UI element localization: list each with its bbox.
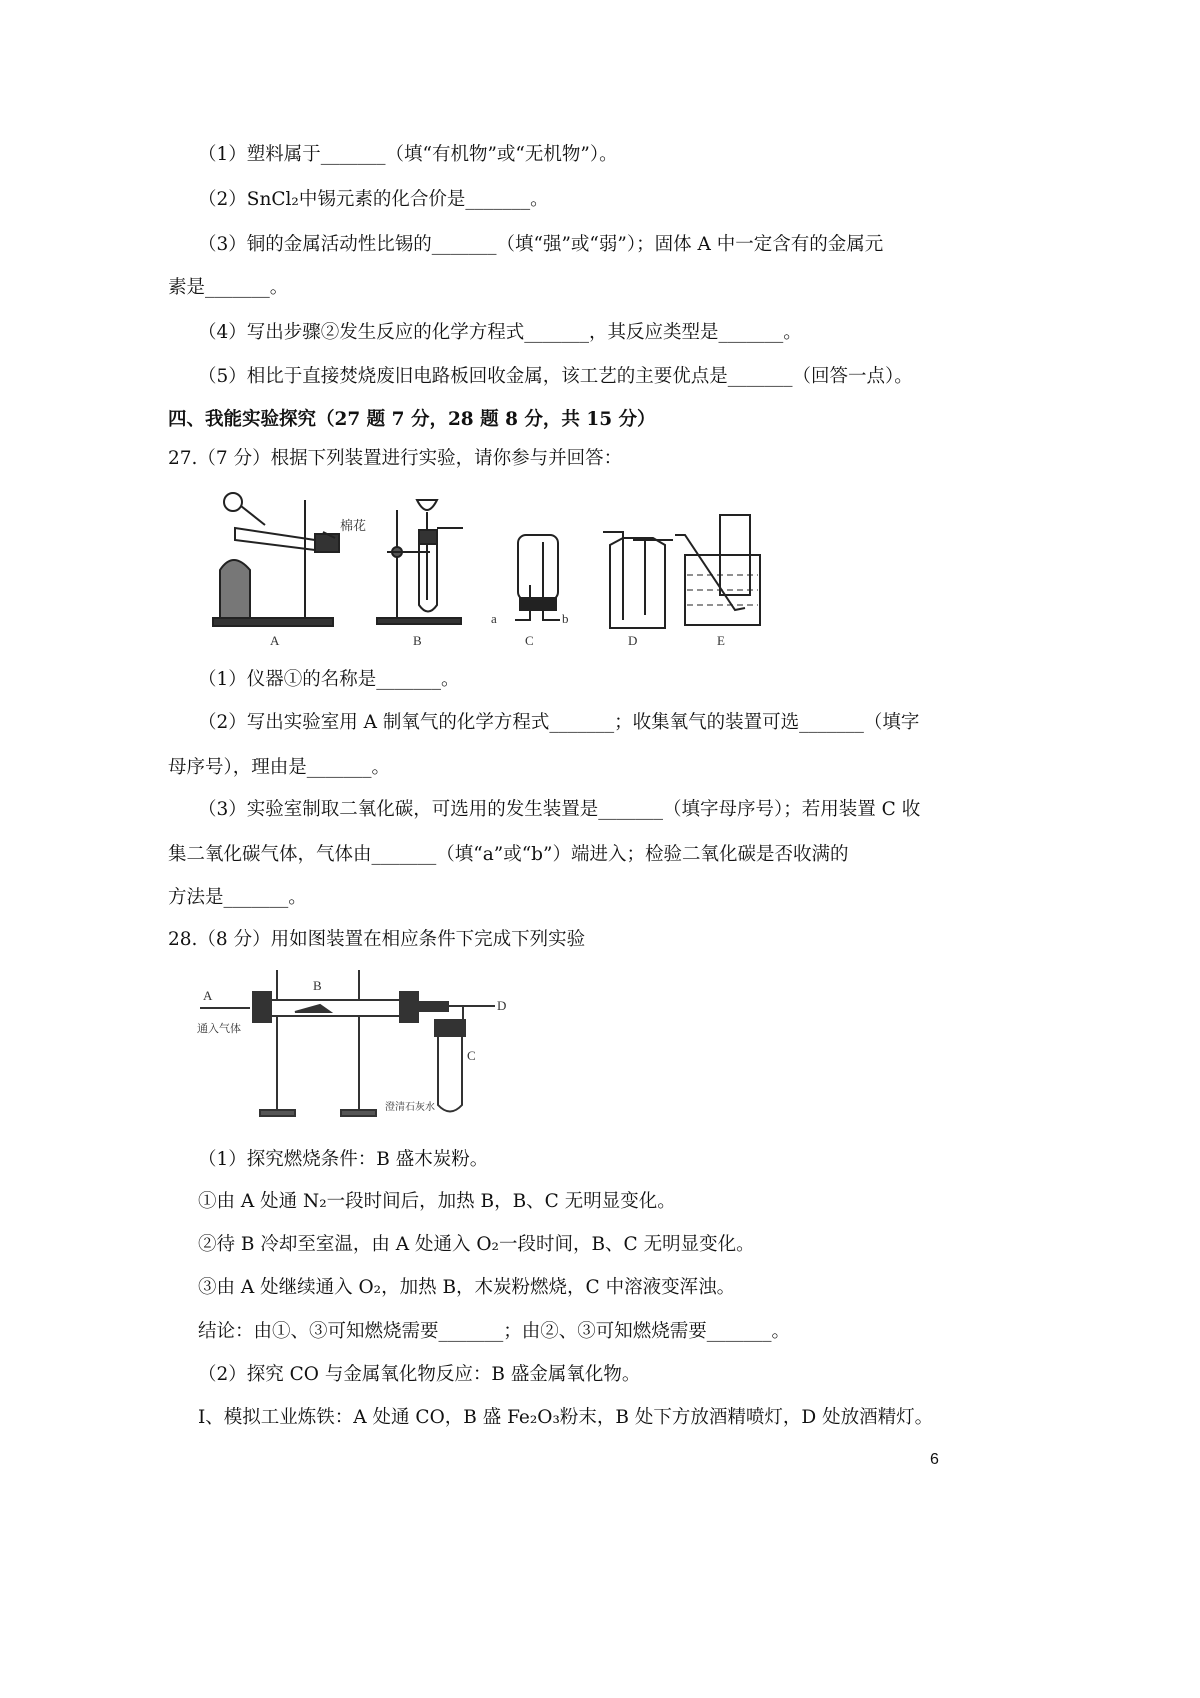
label-b: B [413, 633, 422, 648]
q27-3b: 集二氧化碳气体，气体由_______（填“a”或“b”）端进入；检验二氧化碳是否收满的 [168, 844, 849, 865]
label-c: C [467, 1048, 476, 1063]
q27-2b: 母序号），理由是_______。 [168, 757, 391, 778]
label-d: D [497, 998, 507, 1013]
q28-2-i: I、模拟工业炼铁：A 处通 CO，B 盛 Fe₂O₃粉末，B 处下方放酒精喷灯，D 处放酒精灯。 [198, 1407, 934, 1428]
label-a: A [203, 988, 213, 1003]
q27-stem: 27.（7 分）根据下列装置进行实验，请你参与并回答： [168, 448, 623, 469]
figure-27-apparatus [205, 490, 765, 650]
q28-2: （2）探究 CO 与金属氧化物反应：B 盛金属氧化物。 [198, 1364, 641, 1385]
q26-1: （1）塑料属于_______（填“有机物”或“无机物”）。 [198, 144, 618, 165]
q28-1c: ③由 A 处继续通入 O₂，加热 B，木炭粉燃烧，C 中溶液变浑浊。 [198, 1277, 736, 1298]
q28-stem: 28.（8 分）用如图装置在相应条件下完成下列实验 [168, 929, 586, 950]
q26-2: （2）SnCl₂中锡元素的化合价是_______。 [198, 189, 549, 210]
q26-3b: 素是_______。 [168, 277, 289, 298]
label-d: D [628, 633, 638, 648]
gas-in-label: 通入气体 [197, 1023, 241, 1035]
page-number: 6 [930, 1451, 939, 1468]
q28-1: （1）探究燃烧条件：B 盛木炭粉。 [198, 1149, 489, 1170]
label-e: E [717, 633, 725, 648]
label-b: B [313, 978, 322, 993]
q26-4: （4）写出步骤②发生反应的化学方程式_______，其反应类型是_______。 [198, 322, 802, 343]
label-c: C [525, 633, 534, 648]
q26-3a: （3）铜的金属活动性比锡的_______（填“强”或“弱”）；固体 A 中一定含有的金属元 [198, 234, 884, 255]
q28-1b: ②待 B 冷却至室温，由 A 处通入 O₂一段时间，B、C 无明显变化。 [198, 1234, 755, 1255]
port-a: a [491, 611, 497, 626]
cotton-label: 棉花 [340, 518, 367, 533]
q27-3c: 方法是_______。 [168, 887, 307, 908]
q27-2a: （2）写出实验室用 A 制氧气的化学方程式_______；收集氧气的装置可选_______（填字 [198, 712, 920, 733]
q26-5: （5）相比于直接焚烧废旧电路板回收金属，该工艺的主要优点是_______（回答一点）。 [198, 366, 913, 387]
q27-1: （1）仪器①的名称是_______。 [198, 669, 460, 690]
section-heading: 四、我能实验探究（27 题 7 分，28 题 8 分，共 15 分） [168, 409, 656, 430]
q28-conclusion: 结论：由①、③可知燃烧需要_______；由②、③可知燃烧需要_______。 [198, 1321, 791, 1342]
limewater-label: 澄清石灰水 [385, 1102, 435, 1113]
figure-28-apparatus [195, 960, 505, 1125]
label-a: A [270, 633, 280, 648]
q28-1a: ①由 A 处通 N₂一段时间后，加热 B，B、C 无明显变化。 [198, 1191, 676, 1212]
port-b: b [562, 611, 569, 626]
q27-3a: （3）实验室制取二氧化碳，可选用的发生装置是_______（填字母序号）；若用装置 C 收 [198, 799, 921, 820]
